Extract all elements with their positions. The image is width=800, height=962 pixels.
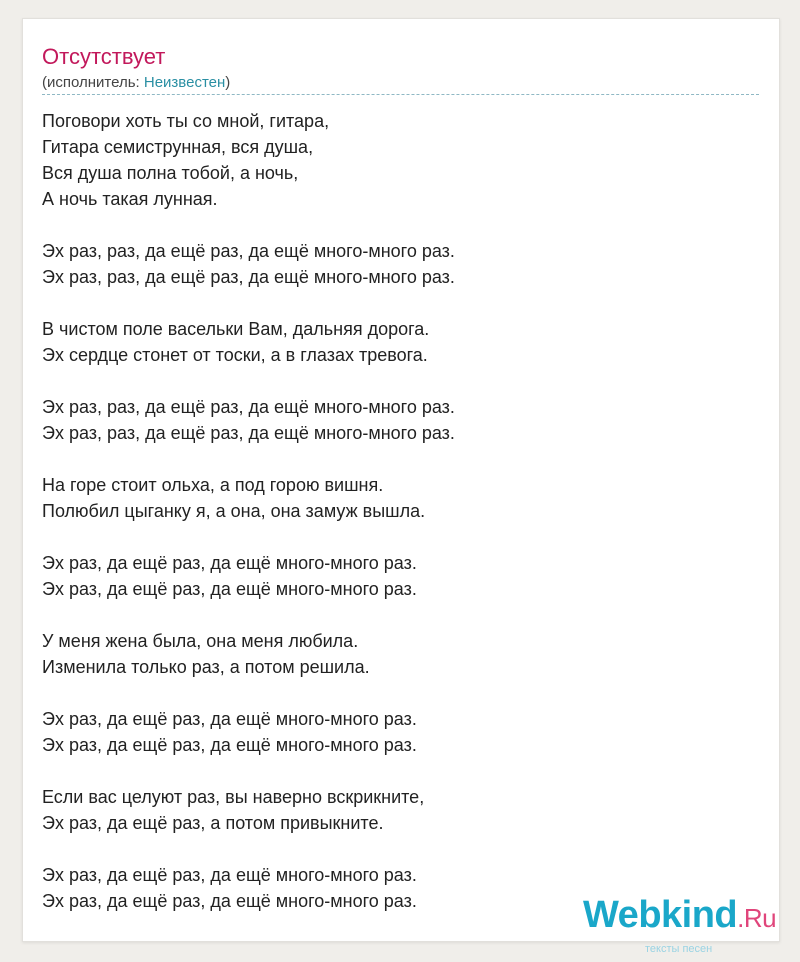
performer-line xyxy=(42,74,230,92)
performer-prefix: (исполнитель: xyxy=(42,74,144,91)
lyrics-line: Эх раз, да ещё раз, да ещё много-много раз. xyxy=(42,579,417,599)
lyrics-stanza xyxy=(42,472,762,524)
lyrics-line: Эх раз, да ещё раз, да ещё много-много раз. xyxy=(42,891,417,911)
song-title: Отсутствует xyxy=(42,44,166,69)
lyrics-line: Изменила только раз, а потом решила. xyxy=(42,657,370,677)
lyrics-stanza xyxy=(42,706,762,758)
logo-wordmark xyxy=(583,893,776,940)
logo-tld: .Ru xyxy=(737,903,777,933)
lyrics-stanza xyxy=(42,394,762,446)
logo-tagline: тексты песен xyxy=(645,943,713,955)
lyrics-line: У меня жена была, она меня любила. xyxy=(42,631,359,651)
lyrics-stanza xyxy=(42,784,762,836)
lyrics-line: Гитара семиструнная, вся душа, xyxy=(42,137,314,157)
lyrics-line: Если вас целуют раз, вы наверно вскрикните, xyxy=(42,787,425,807)
lyrics-line: Эх раз, да ещё раз, да ещё много-много раз. xyxy=(42,865,417,885)
logo-name: Webkind xyxy=(583,894,738,936)
lyrics-line: Эх раз, да ещё раз, да ещё много-много раз. xyxy=(42,735,417,755)
performer-suffix: ) xyxy=(225,74,231,91)
lyrics-stanza xyxy=(42,238,762,290)
lyrics-line: Эх раз, раз, да ещё раз, да ещё много-много раз. xyxy=(42,397,455,417)
lyrics-stanza xyxy=(42,316,762,368)
lyrics-stanza xyxy=(42,628,762,680)
lyrics-line: Эх раз, раз, да ещё раз, да ещё много-много раз. xyxy=(42,423,455,443)
lyrics-line: Поговори хоть ты со мной, гитара, xyxy=(42,111,330,131)
lyrics-stanza xyxy=(42,108,762,212)
lyrics-line: Полюбил цыганку я, а она, она замуж вышла. xyxy=(42,501,426,521)
lyrics-line: Эх сердце стонет от тоски, а в глазах тревога. xyxy=(42,345,428,365)
lyrics-line: Вся душа полна тобой, а ночь, xyxy=(42,163,299,183)
lyrics-line: Эх раз, раз, да ещё раз, да ещё много-много раз. xyxy=(42,267,455,287)
lyrics-line: В чистом поле васельки Вам, дальняя дорога. xyxy=(42,319,430,339)
lyrics-line: А ночь такая лунная. xyxy=(42,189,218,209)
lyrics-body xyxy=(42,108,762,914)
lyrics-line: Эх раз, раз, да ещё раз, да ещё много-много раз. xyxy=(42,241,455,261)
lyrics-stanza xyxy=(42,550,762,602)
lyrics-line: На горе стоит ольха, а под горою вишня. xyxy=(42,475,384,495)
lyrics-line: Эх раз, да ещё раз, да ещё много-много раз. xyxy=(42,553,417,573)
title-divider xyxy=(42,94,759,95)
lyrics-line: Эх раз, да ещё раз, а потом привыкните. xyxy=(42,813,384,833)
webkind-logo[interactable] xyxy=(583,893,783,955)
lyrics-line: Эх раз, да ещё раз, да ещё много-много раз. xyxy=(42,709,417,729)
performer-link[interactable]: Неизвестен xyxy=(143,74,226,91)
song-card xyxy=(22,18,780,955)
